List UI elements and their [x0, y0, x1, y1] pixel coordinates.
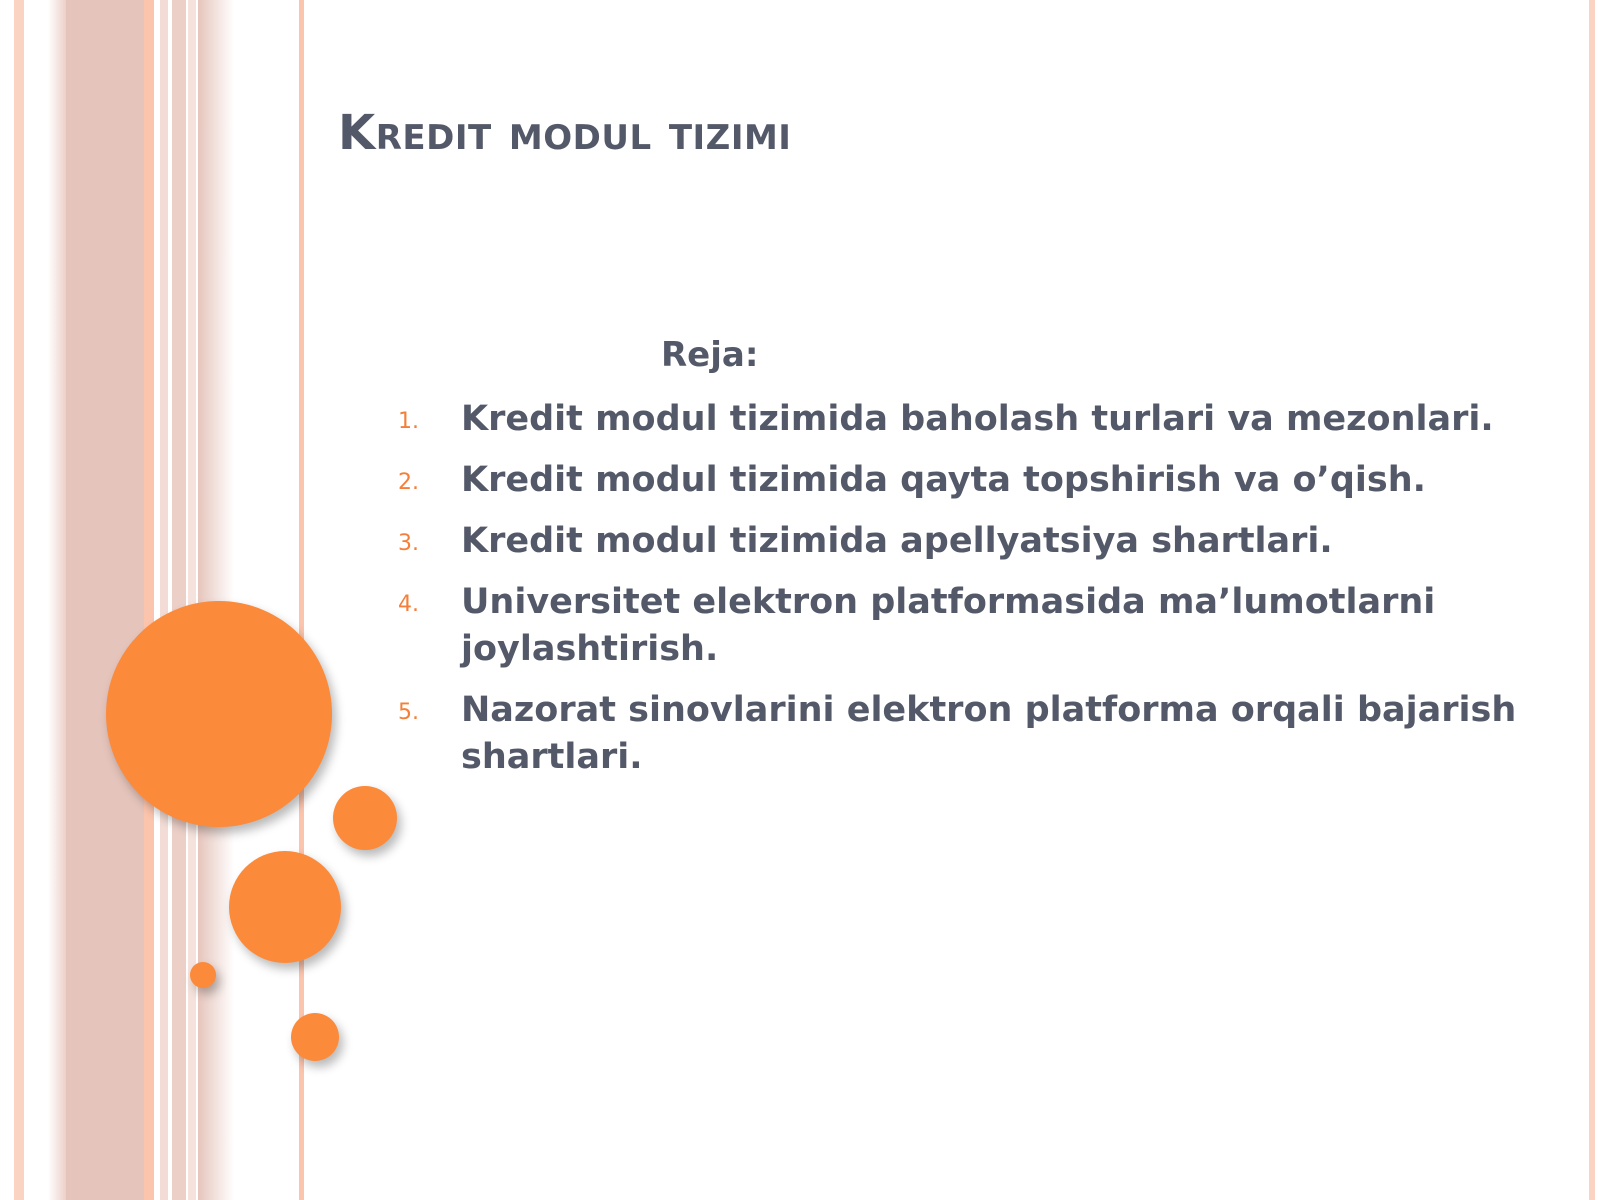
plan-item	[398, 396, 1548, 443]
plan-item	[398, 687, 1548, 781]
decorative-circle-tiny	[190, 962, 216, 988]
item-number: 1.	[398, 409, 419, 434]
decorative-circle-large	[106, 601, 332, 827]
decorative-circle-small	[333, 786, 397, 850]
decorative-stripe	[14, 0, 24, 1200]
item-number: 2.	[398, 470, 419, 495]
decorative-stripe	[198, 0, 234, 1200]
decorative-stripe	[48, 0, 66, 1200]
item-text: Kredit modul tizimida qayta topshirish va o’qish.	[461, 460, 1426, 500]
plan-item	[398, 518, 1548, 565]
item-text: Kredit modul tizimida baholash turlari va mezonlari.	[461, 399, 1494, 439]
decorative-stripe	[160, 0, 168, 1200]
plan-heading: Reja:	[661, 335, 759, 375]
plan-list	[398, 396, 1548, 795]
decorative-stripe	[1589, 0, 1595, 1200]
decorative-stripe	[188, 0, 196, 1200]
plan-item	[398, 457, 1548, 504]
decorative-circle-small	[291, 1013, 339, 1061]
item-number: 4.	[398, 592, 419, 617]
decorative-stripe	[144, 0, 154, 1200]
decorative-circle-medium	[229, 851, 341, 963]
item-number: 5.	[398, 700, 419, 725]
item-text: Universitet elektron platformasida ma’lumotlarni joylashtirish.	[461, 582, 1436, 669]
item-text: Nazorat sinovlarini elektron platforma orqali bajarish shartlari.	[461, 690, 1517, 777]
item-number: 3.	[398, 531, 419, 556]
decorative-stripe	[172, 0, 186, 1200]
decorative-stripe	[66, 0, 152, 1200]
plan-item	[398, 579, 1548, 673]
slide-title: Kredit modul tizimi	[338, 105, 792, 161]
item-text: Kredit modul tizimida apellyatsiya shartlari.	[461, 521, 1333, 561]
